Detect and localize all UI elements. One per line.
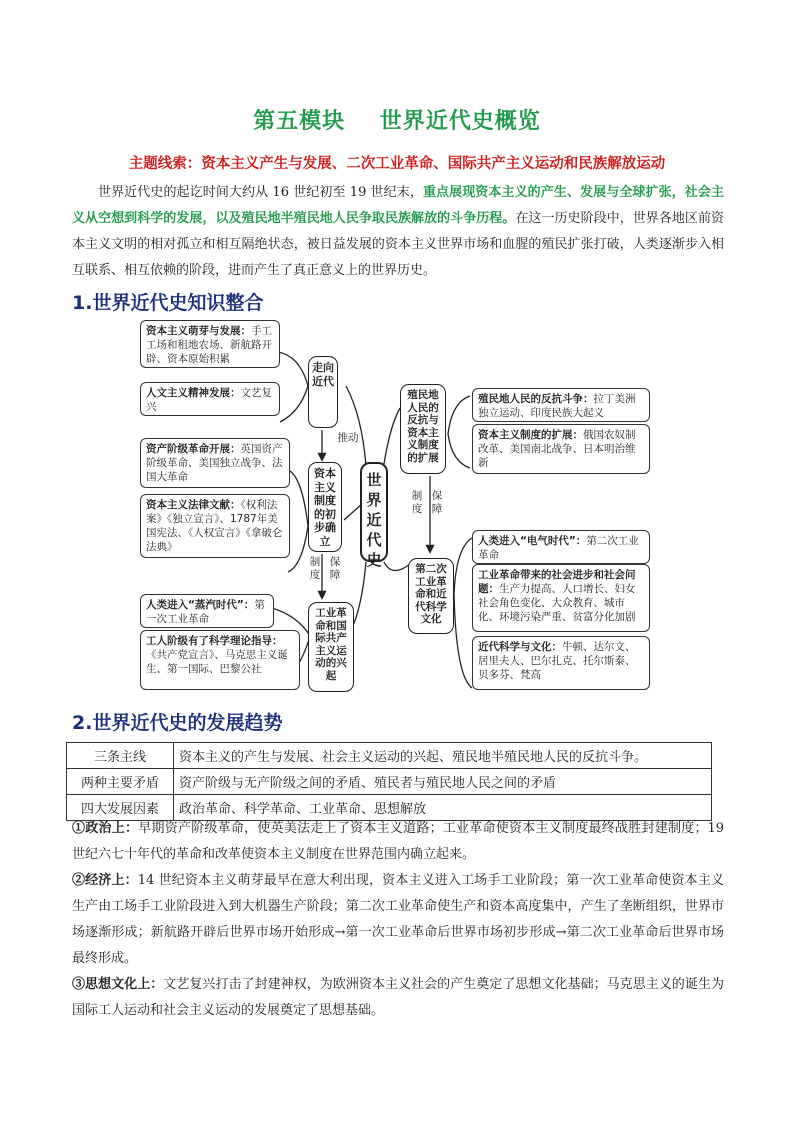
link-center-stage1 xyxy=(346,386,366,466)
label-guarantee-right: 保障 xyxy=(431,490,443,515)
table-cell-key: 三条主线 xyxy=(67,743,174,769)
label-system-left: 制度 xyxy=(309,556,321,581)
right-box-title: 殖民地人民的反抗斗争： xyxy=(478,393,594,405)
table-row xyxy=(67,769,712,795)
right-box-title: 资本主义制度的扩展： xyxy=(478,429,583,441)
page-title: 第五模块 世界近代史概览 xyxy=(253,109,541,134)
left-box-body: 手工工场和租地农场、新航路开辟、资本原始积累 xyxy=(146,325,272,365)
left-box-title: 工人阶级有了科学理论指导： xyxy=(146,635,283,647)
note-key: ②经济上： xyxy=(72,873,138,888)
note-key: ③思想文化上： xyxy=(72,977,164,992)
right-box-electric-age xyxy=(472,530,650,564)
stage-box-industrial-communist: 工业革命和国际共产主义运动的兴起 xyxy=(308,602,354,692)
table-cell-value: 资产阶级与无产阶级之间的矛盾、殖民者与殖民地人民之间的矛盾 xyxy=(174,769,712,795)
table-cell-key: 两种主要矛盾 xyxy=(67,769,174,795)
bracket-stage4 xyxy=(448,396,470,468)
note-economy xyxy=(72,868,724,972)
intro-text-2: 在这一历史阶段中，世界各地区前资本主义文明的相对孤立和相互隔绝状态，被日益发展的资本主义世界市场和血腥的殖民扩张打破，人类逐渐步入相互联系、相互依赖的阶段，进而产生了真正意义上的世界历史。 xyxy=(72,211,724,278)
link-center-stage5 xyxy=(384,562,410,571)
left-box-working-class xyxy=(140,630,300,690)
left-box-title: 资本主义法律文献： xyxy=(146,499,241,511)
stage-box-system-established: 资本主义制度的初步确立 xyxy=(308,462,342,552)
intro-highlight: 重点展现资本主义的产生、发展与全球扩张，社会主义从空想到科学的发展，以及殖民地半殖民地人民争取民族解放的斗争历程。 xyxy=(72,185,724,226)
left-box-steam-age xyxy=(140,594,274,628)
connector-lines xyxy=(0,316,794,696)
note-politics xyxy=(72,816,724,868)
table-cell-key: 四大发展因素 xyxy=(67,795,174,821)
left-box-body: 第一次工业革命 xyxy=(146,599,265,625)
stage-box-toward-modern: 走向近代 xyxy=(308,356,338,428)
section-heading-trends: 2.世界近代史的发展趋势 xyxy=(72,712,283,734)
intro-paragraph xyxy=(72,180,724,284)
left-box-body: 英国资产阶级革命、美国独立战争、法国大革命 xyxy=(146,443,283,483)
left-box-capitalism-sprouts xyxy=(140,320,280,368)
section-heading-integration: 1.世界近代史知识整合 xyxy=(72,292,264,314)
right-box-title: 工业革命带来的社会进步和社会问题： xyxy=(478,569,636,595)
table-cell-value: 政治革命、科学革命、工业革命、思想解放 xyxy=(174,795,712,821)
note-culture xyxy=(72,972,724,1024)
note-text: 14 世纪资本主义萌芽最早在意大利出现，资本主义进入工场手工业阶段；第一次工业革命使资本主义生产由工场手工业阶段进入到大机器生产阶段；第二次工业革命使生产和资本高度集中，产生了垄断组织，世界市场逐渐形成；新航路开辟后世界市场开始形成→第一次工业革命后世界市场初步形成→第二次工业革命后世界市场最终形成。 xyxy=(72,873,724,966)
right-box-social-progress xyxy=(472,564,650,632)
right-box-body: 牛顿、达尔文、居里夫人、巴尔扎克、托尔斯泰、贝多芬、梵高 xyxy=(478,641,636,681)
left-box-legal-documents xyxy=(140,494,290,558)
left-box-title: 人类进入“蒸汽时代”： xyxy=(146,599,255,611)
right-box-title: 近代科学与文化： xyxy=(478,641,562,653)
left-box-title: 资本主义萌芽与发展： xyxy=(146,325,251,337)
note-text: 早期资产阶级革命，使英美法走上了资本主义道路；工业革命使资本主义制度最终战胜封建制度；19 世纪六七十年代的革命和改革使资本主义制度在世界范围内确立起来。 xyxy=(72,821,724,862)
right-box-body: 俄国农奴制改革、美国南北战争、日本明治维新 xyxy=(478,429,636,469)
link-center-stage3 xyxy=(352,562,366,628)
note-key: ①政治上： xyxy=(72,821,139,836)
left-box-humanism xyxy=(140,382,280,416)
bracket-stage5 xyxy=(454,538,472,688)
left-box-body: 《权利法案》《独立宣言》、1787年美国宪法、《人权宣言》《拿破仑法典》 xyxy=(146,499,283,553)
intro-text-1: 世界近代史的起讫时间大约从 16 世纪初至 19 世纪末， xyxy=(98,185,423,200)
bracket-stage2 xyxy=(288,470,308,572)
left-box-body: 文艺复兴 xyxy=(146,387,272,413)
note-text: 文艺复兴打击了封建神权，为欧洲资本主义社会的产生奠定了思想文化基础；马克思主义的诞生为国际工人运动和社会主义运动的发展奠定了思想基础。 xyxy=(72,977,724,1018)
center-box-modern-world-history: 世界近代史 xyxy=(360,462,388,562)
label-push: 推动 xyxy=(337,432,359,444)
knowledge-map xyxy=(0,316,794,696)
left-box-bourgeois-revolution xyxy=(140,438,290,488)
right-box-science-culture xyxy=(472,636,650,690)
table-cell-value: 资本主义的产生与发展、社会主义运动的兴起、殖民地半殖民地人民的反抗斗争。 xyxy=(174,743,712,769)
theme-line: 主题线索：资本主义产生与发展、二次工业革命、国际共产主义运动和民族解放运动 xyxy=(128,156,666,172)
bracket-stage1 xyxy=(278,352,308,422)
stage-box-second-industrial: 第二次工业革命和近代科学文化 xyxy=(408,558,454,634)
right-box-body: 第二次工业革命 xyxy=(478,535,639,561)
right-box-system-expansion xyxy=(472,424,650,474)
left-box-title: 人文主义精神发展： xyxy=(146,387,241,399)
label-guarantee-left: 保障 xyxy=(329,556,341,581)
right-box-colonial-struggle xyxy=(472,388,650,422)
link-center-stage4 xyxy=(384,408,400,464)
trends-table xyxy=(66,742,712,821)
table-row xyxy=(67,743,712,769)
right-box-body: 生产力提高、人口增长、妇女社会角色变化、大众教育、城市化、环境污染严重、贫富分化加剧 xyxy=(478,583,636,623)
right-box-body: 拉丁美洲独立运动、印度民族大起义 xyxy=(478,393,636,419)
right-box-title: 人类进入“电气时代”： xyxy=(478,535,587,547)
left-box-title: 资产阶级革命开展： xyxy=(146,443,241,455)
left-box-body: 《共产党宣言》、马克思主义诞生、第一国际、巴黎公社 xyxy=(146,649,288,675)
label-system-right: 制度 xyxy=(411,490,423,515)
stage-box-colonial-resistance: 殖民地人民的反抗与资本主义制度的扩展 xyxy=(400,384,446,474)
